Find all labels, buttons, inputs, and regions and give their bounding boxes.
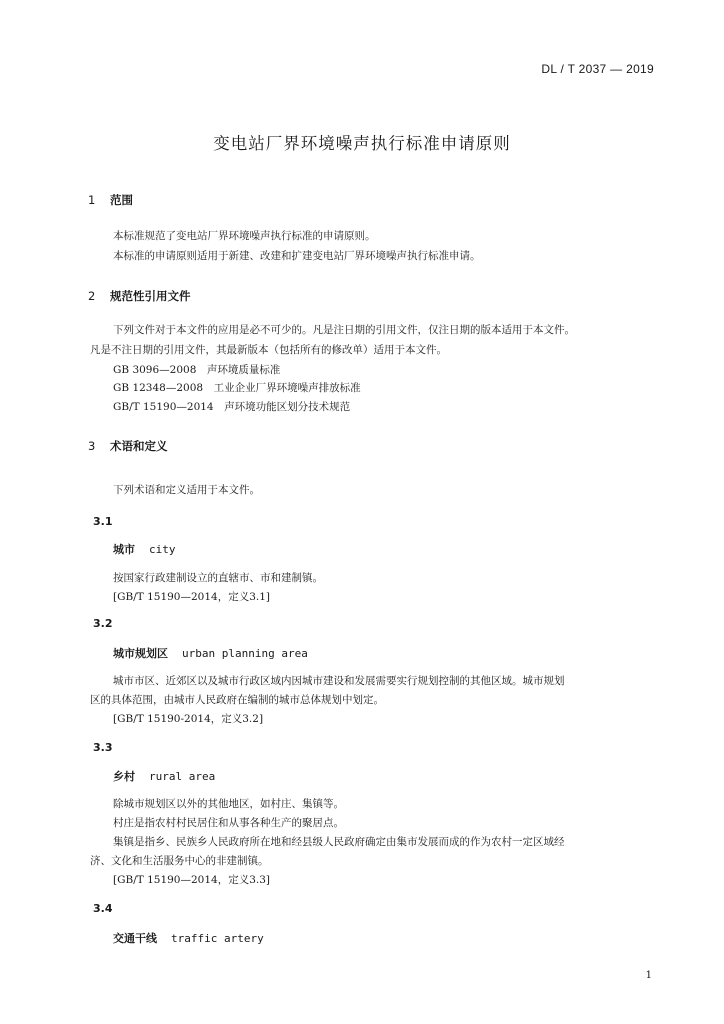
section-title: 范围 bbox=[110, 193, 133, 207]
document-title: 变电站厂界环境噪声执行标准申请原则 bbox=[213, 134, 511, 153]
reference-item: GB 3096—2008 声环境质量标准 bbox=[113, 364, 281, 376]
section-title: 术语和定义 bbox=[110, 439, 168, 453]
term-definition: 除城市规划区以外的其他地区，如村庄、集镇等。 bbox=[113, 798, 344, 810]
term-en: urban planning area bbox=[182, 647, 308, 660]
paragraph: 本标准的申请原则适用于新建、改建和扩建变电站厂界环境噪声执行标准申请。 bbox=[113, 250, 481, 262]
paragraph-line: 凡是不注日期的引用文件，其最新版本（包括所有的修改单）适用于本文件。 bbox=[90, 344, 447, 356]
paragraph-line: 下列文件对于本文件的应用是必不可少的。凡是注日期的引用文件，仅注日期的版本适用于本文件。 bbox=[113, 324, 575, 336]
section-number: 1 bbox=[88, 193, 96, 207]
term-zh: 城市规划区 bbox=[113, 647, 168, 660]
term-number: 3.4 bbox=[93, 902, 113, 915]
section-1-heading bbox=[88, 192, 133, 208]
reference-item: GB/T 15190—2014 声环境功能区划分技术规范 bbox=[113, 401, 351, 413]
term-en: city bbox=[149, 543, 176, 556]
term-name bbox=[113, 768, 215, 784]
term-number: 3.3 bbox=[93, 741, 113, 754]
section-number: 3 bbox=[88, 439, 96, 453]
page-number: 1 bbox=[645, 970, 652, 981]
term-definition-line: 区的具体范围，由城市人民政府在编制的城市总体规划中划定。 bbox=[90, 694, 384, 706]
paragraph: 下列术语和定义适用于本文件。 bbox=[113, 484, 260, 496]
term-source: [GB/T 15190—2014，定义3.1] bbox=[113, 591, 270, 603]
reference-item: GB 12348—2008 工业企业厂界环境噪声排放标准 bbox=[113, 382, 361, 394]
term-en: rural area bbox=[149, 770, 216, 783]
term-definition-line: 城市市区、近郊区以及城市行政区域内因城市建设和发展需要实行规划控制的其他区域。城市规划 bbox=[113, 675, 565, 687]
term-name bbox=[113, 930, 264, 946]
term-definition-line: 集镇是指乡、民族乡人民政府所在地和经县级人民政府确定由集市发展而成的作为农村一定区域经 bbox=[113, 836, 565, 848]
term-source: [GB/T 15190—2014，定义3.3] bbox=[113, 874, 270, 886]
term-zh: 乡村 bbox=[113, 770, 135, 783]
term-number: 3.1 bbox=[93, 515, 113, 528]
paragraph: 本标准规范了变电站厂界环境噪声执行标准的申请原则。 bbox=[113, 230, 376, 242]
term-name bbox=[113, 541, 176, 557]
term-definition-line: 济、文化和生活服务中心的非建制镇。 bbox=[90, 855, 269, 867]
term-zh: 城市 bbox=[113, 543, 135, 556]
section-title: 规范性引用文件 bbox=[110, 289, 191, 303]
section-3-heading bbox=[88, 438, 168, 454]
term-name bbox=[113, 645, 308, 661]
term-number: 3.2 bbox=[93, 617, 113, 630]
section-2-heading bbox=[88, 288, 191, 304]
term-definition: 按国家行政建制设立的直辖市、市和建制镇。 bbox=[113, 572, 323, 584]
standard-code: DL / T 2037 — 2019 bbox=[541, 62, 654, 76]
section-number: 2 bbox=[88, 289, 96, 303]
term-definition: 村庄是指农村村民居住和从事各种生产的聚居点。 bbox=[113, 817, 344, 829]
term-zh: 交通干线 bbox=[113, 932, 157, 945]
term-source: [GB/T 15190-2014，定义3.2] bbox=[113, 713, 264, 725]
term-en: traffic artery bbox=[171, 932, 264, 945]
